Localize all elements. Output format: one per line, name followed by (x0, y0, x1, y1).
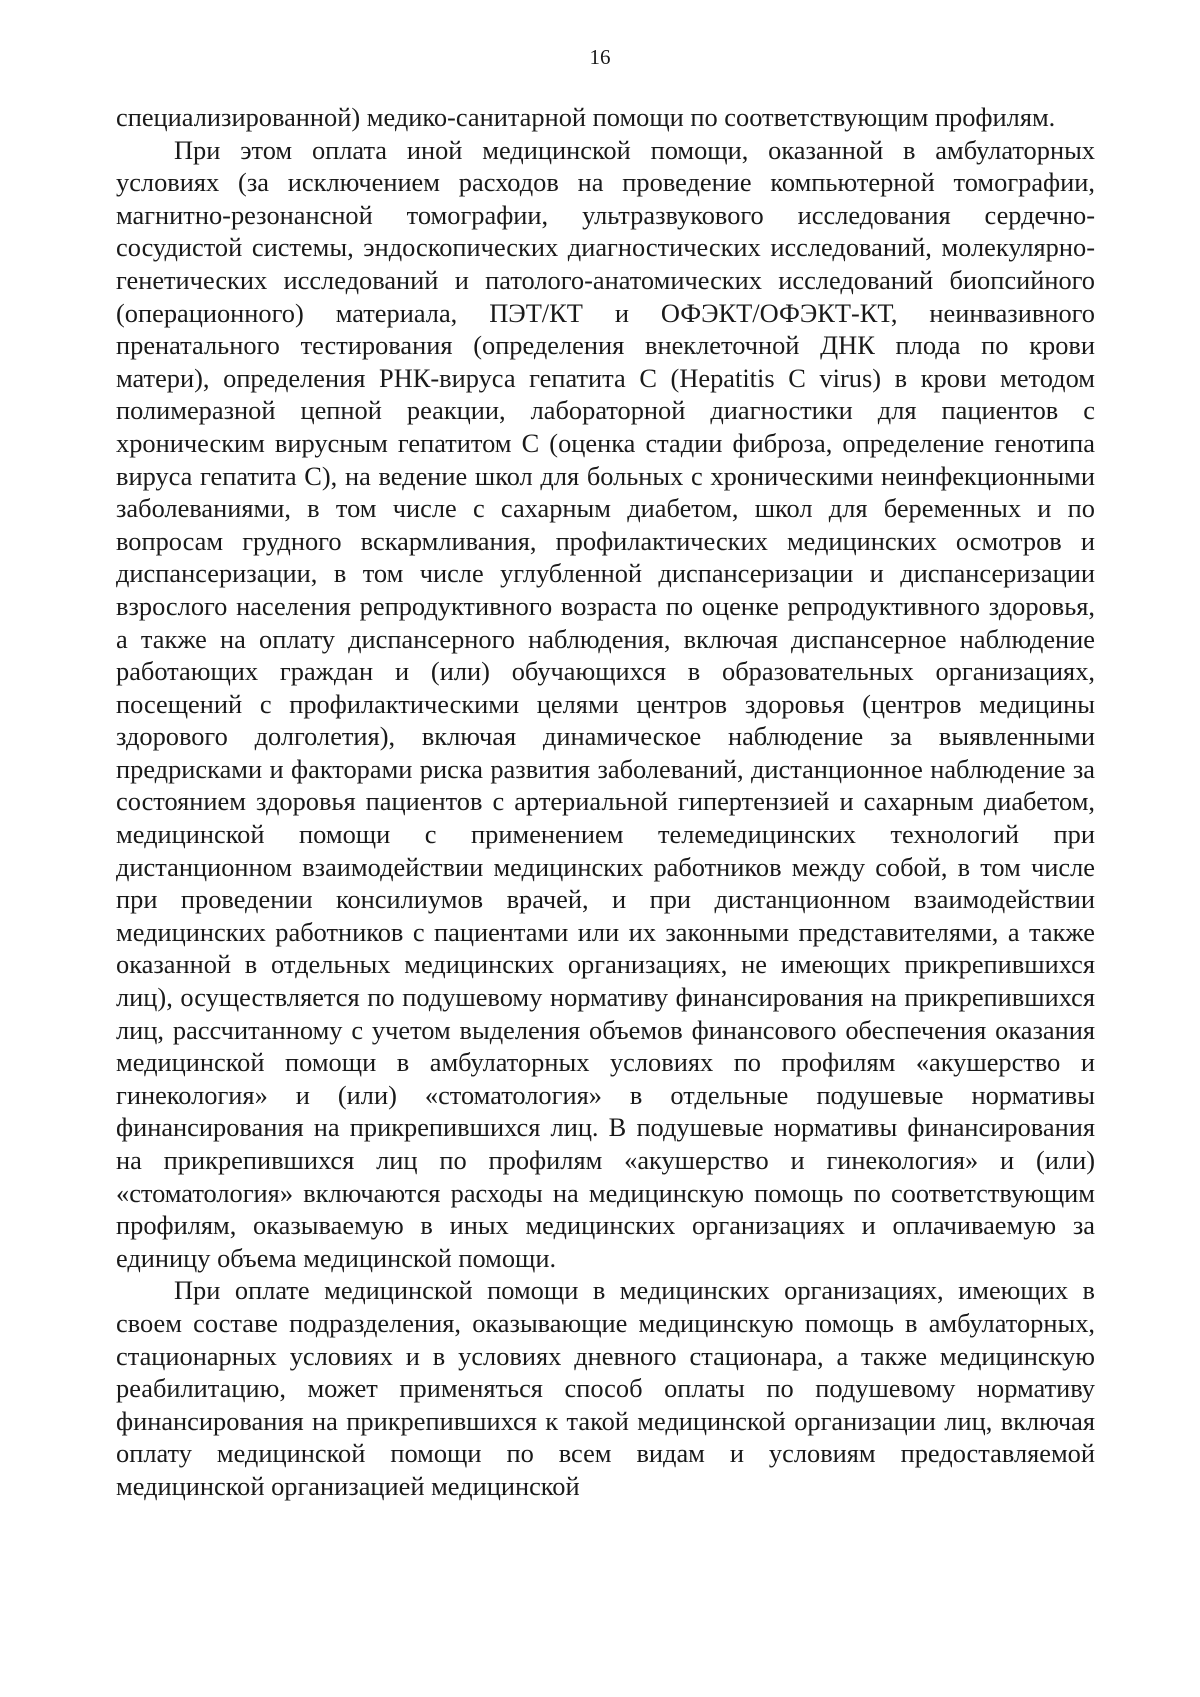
paragraph-continuation: специализированной) медико-санитарной помощи по соответствующим профилям. (116, 102, 1056, 132)
paragraph-payment-organizations: При оплате медицинской помощи в медицинских организациях, имеющих в своем составе подразделения, оказывающие медицинскую помощь в амбулаторных, стационарных условиях и в условиях дневного стационара, а также медицинскую реабилитацию, может применяться способ оплаты по подушевому нормативу финансирования на прикрепившихся к такой медицинской организации лиц, включая оплату медицинской помощи по всем видам и условиям предоставляемой медицинской организацией медицинской (116, 1275, 1095, 1501)
document-body (116, 101, 1095, 1503)
paragraph-payment-outpatient: При этом оплата иной медицинской помощи, оказанной в амбулаторных условиях (за исключением расходов на проведение компьютерной томографии, магнитно-резонансной томографии, ультразвукового исследования сердечно-сосудистой системы, эндоскопических диагностических исследований, молекулярно-генетических исследований и патолого-анатомических исследований биопсийного (операционного) материала, ПЭТ/КТ и ОФЭКТ/ОФЭКТ-КТ, неинвазивного пренатального тестирования (определения внеклеточной ДНК плода по крови матери), определения РНК-вируса гепатита С (Hepatitis C virus) в крови методом полимеразной цепной реакции, лабораторной диагностики для пациентов с хроническим вирусным гепатитом С (оценка стадии фиброза, определение генотипа вируса гепатита С), на ведение школ для больных с хроническими неинфекционными заболеваниями, в том числе с сахарным диабетом, школ для беременных и по вопросам грудного вскармливания, профилактических медицинских осмотров и диспансеризации, в том числе углубленной диспансеризации и диспансеризации взрослого населения репродуктивного возраста по оценке репродуктивного здоровья, а также на оплату диспансерного наблюдения, включая диспансерное наблюдение работающих граждан и (или) обучающихся в образовательных организациях, посещений с профилактическими целями центров здоровья (центров медицины здорового долголетия), включая динамическое наблюдение за выявленными предрисками и факторами риска развития заболеваний, дистанционное наблюдение за состоянием здоровья пациентов с артериальной гипертензией и сахарным диабетом, медицинской помощи с применением телемедицинских технологий при дистанционном взаимодействии медицинских работников между собой, в том числе при проведении консилиумов врачей, и при дистанционном взаимодействии медицинских работников с пациентами или их законными представителями, а также оказанной в отдельных медицинских организациях, не имеющих прикрепившихся лиц), осуществляется по подушевому нормативу финансирования на прикрепившихся лиц, рассчитанному с учетом выделения объемов финансового обеспечения оказания медицинской помощи в амбулаторных условиях по профилям «акушерство и гинекология» и (или) «стоматология» в отдельные подушевые нормативы финансирования на прикрепившихся лиц. В подушевые нормативы финансирования на прикрепившихся лиц по профилям «акушерство и гинекология» и (или) «стоматология» включаются расходы на медицинскую помощь по соответствующим профилям, оказываемую в иных медицинских организациях и оплачиваемую за единицу объема медицинской помощи. (116, 134, 1095, 1273)
page-number: 16 (589, 45, 611, 69)
